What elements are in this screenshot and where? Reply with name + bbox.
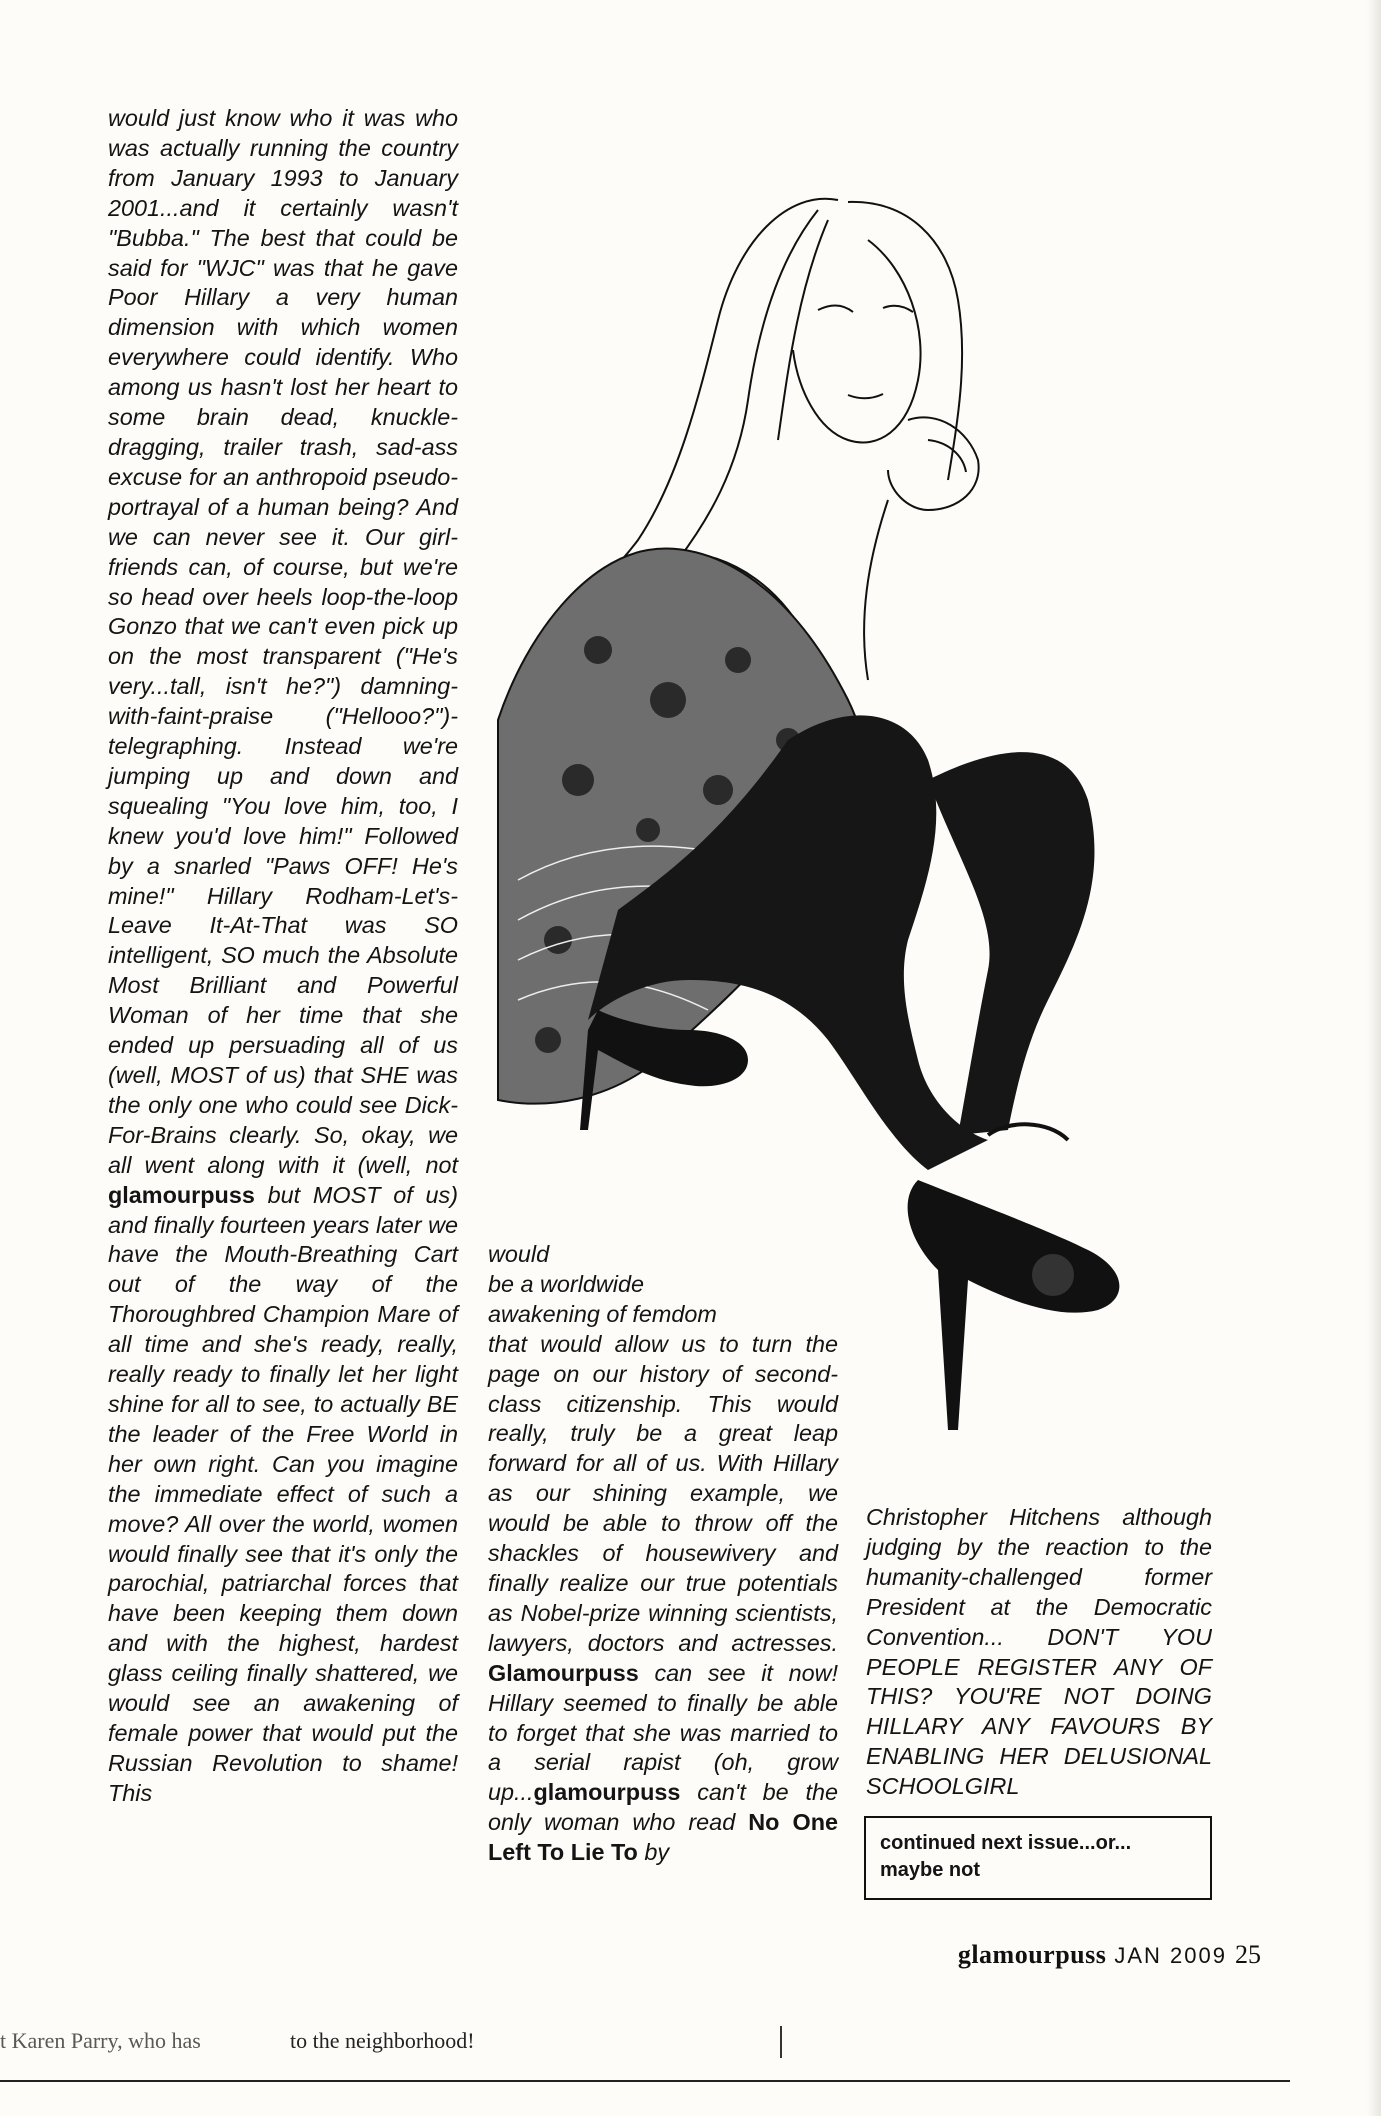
magazine-name-bold: Glamourpuss: [488, 1659, 639, 1686]
article-text: by: [644, 1839, 670, 1866]
article-text: that would allow us to turn the page on our history of second-class citizenship. This would really, truly be a great leap forward for all of us. With Hillary as our shining example, we would be able to throw off the shackles of housewivery and finally realize our true potentials as Nobel-prize winning scientists, lawyers, doctors and actresses.: [488, 1330, 838, 1656]
article-text: would just know who it was who was actually running the country from January 1993 to January 2001...and it certainly wasn't "Bubba." The best that could be said for "WJC" was that he gave Poor Hillary a very human dimension with which women everywhere could identify. Who among us hasn't lost her heart to some brain dead, knuckle-dragging, trailer trash, sad-ass excuse for an anthropoid pseudo-portrayal of a human being? And we can never see it. Our girl-friends can, of course, but we're so head over heels loop-the-loop Gonzo that we can't even pick up on the most transparent ("He's very...tall, isn't he?") damning-with-faint-praise ("Hellooo?")-telegraphing. Instead we're jumping up and down and squealing "You love him, too, I knew you'd love him!" Followed by a snarled "Paws OFF! He's mine!" Hillary Rodham-Let's-Leave It-At-That was SO intelligent, SO much the Absolute Most Brilliant and Powerful Woman of her time that she ended up persuading all of us (well, MOST of us) that SHE was the only one who could see Dick-For-Brains clearly. So, okay, we all went along with it (well, not: [108, 105, 458, 1178]
article-text: can see it now! Hillary seemed to finally be able to forget that she was married to a serial rapist (oh, grow up...: [488, 1659, 838, 1806]
bleed-divider: [780, 2026, 782, 2058]
article-text: can't be the only woman who read: [488, 1779, 838, 1836]
article-column-2: [488, 1240, 838, 1868]
article-text: be a worldwide: [488, 1270, 645, 1297]
continued-box: continued next issue...or... maybe not: [864, 1816, 1212, 1900]
page-edge-shadow: [1367, 0, 1381, 2116]
bleed-text-left: t Karen Parry, who has: [0, 2028, 201, 2053]
article-text: would: [488, 1241, 550, 1267]
book-title-bold: No One Left To Lie To: [488, 1809, 838, 1866]
folio-magazine-name: glamourpuss: [957, 1940, 1107, 1969]
magazine-name-bold: glamourpuss: [533, 1779, 681, 1806]
article-column-3: [866, 1503, 1212, 1802]
article-text: Christopher Hitchens although judging by the reaction to the humanity-challenged former President at the Democratic Convention... DON'T YOU PEOPLE REGISTER ANY OF THIS? YOU'RE NOT DOING HILLARY ANY FAVOURS BY ENABLING HER DELUSIONAL SCHOOLGIRL: [866, 1504, 1212, 1800]
page-folio: [958, 1940, 1261, 1970]
page-number: 25: [1235, 1940, 1261, 1969]
article-column-1: [108, 104, 458, 1809]
magazine-name-bold: glamourpuss: [108, 1181, 255, 1208]
bottom-rule: [0, 2080, 1290, 2082]
article-text: but MOST of us) and finally fourteen years later we have the Mouth-Breathing Cart out of the way of the Thoroughbred Champion Mare of all time and she's ready, really, really ready to finally let her light shine for all to see, to actually BE the leader of the Free World in her own right. Can you imagine the immediate effect of such a move? All over the world, women would finally see that it's only the parochial, patriarchal forces that have been keeping them down and with the highest, hardest glass ceiling finally shattered, we would see an awakening of female power that would put the Russian Revolution to shame! This: [108, 1181, 458, 1806]
article-text: awakening of femdom: [488, 1300, 717, 1327]
folio-date: JAN 2009: [1114, 1943, 1227, 1968]
bleed-text-middle: to the neighborhood!: [290, 2028, 475, 2053]
